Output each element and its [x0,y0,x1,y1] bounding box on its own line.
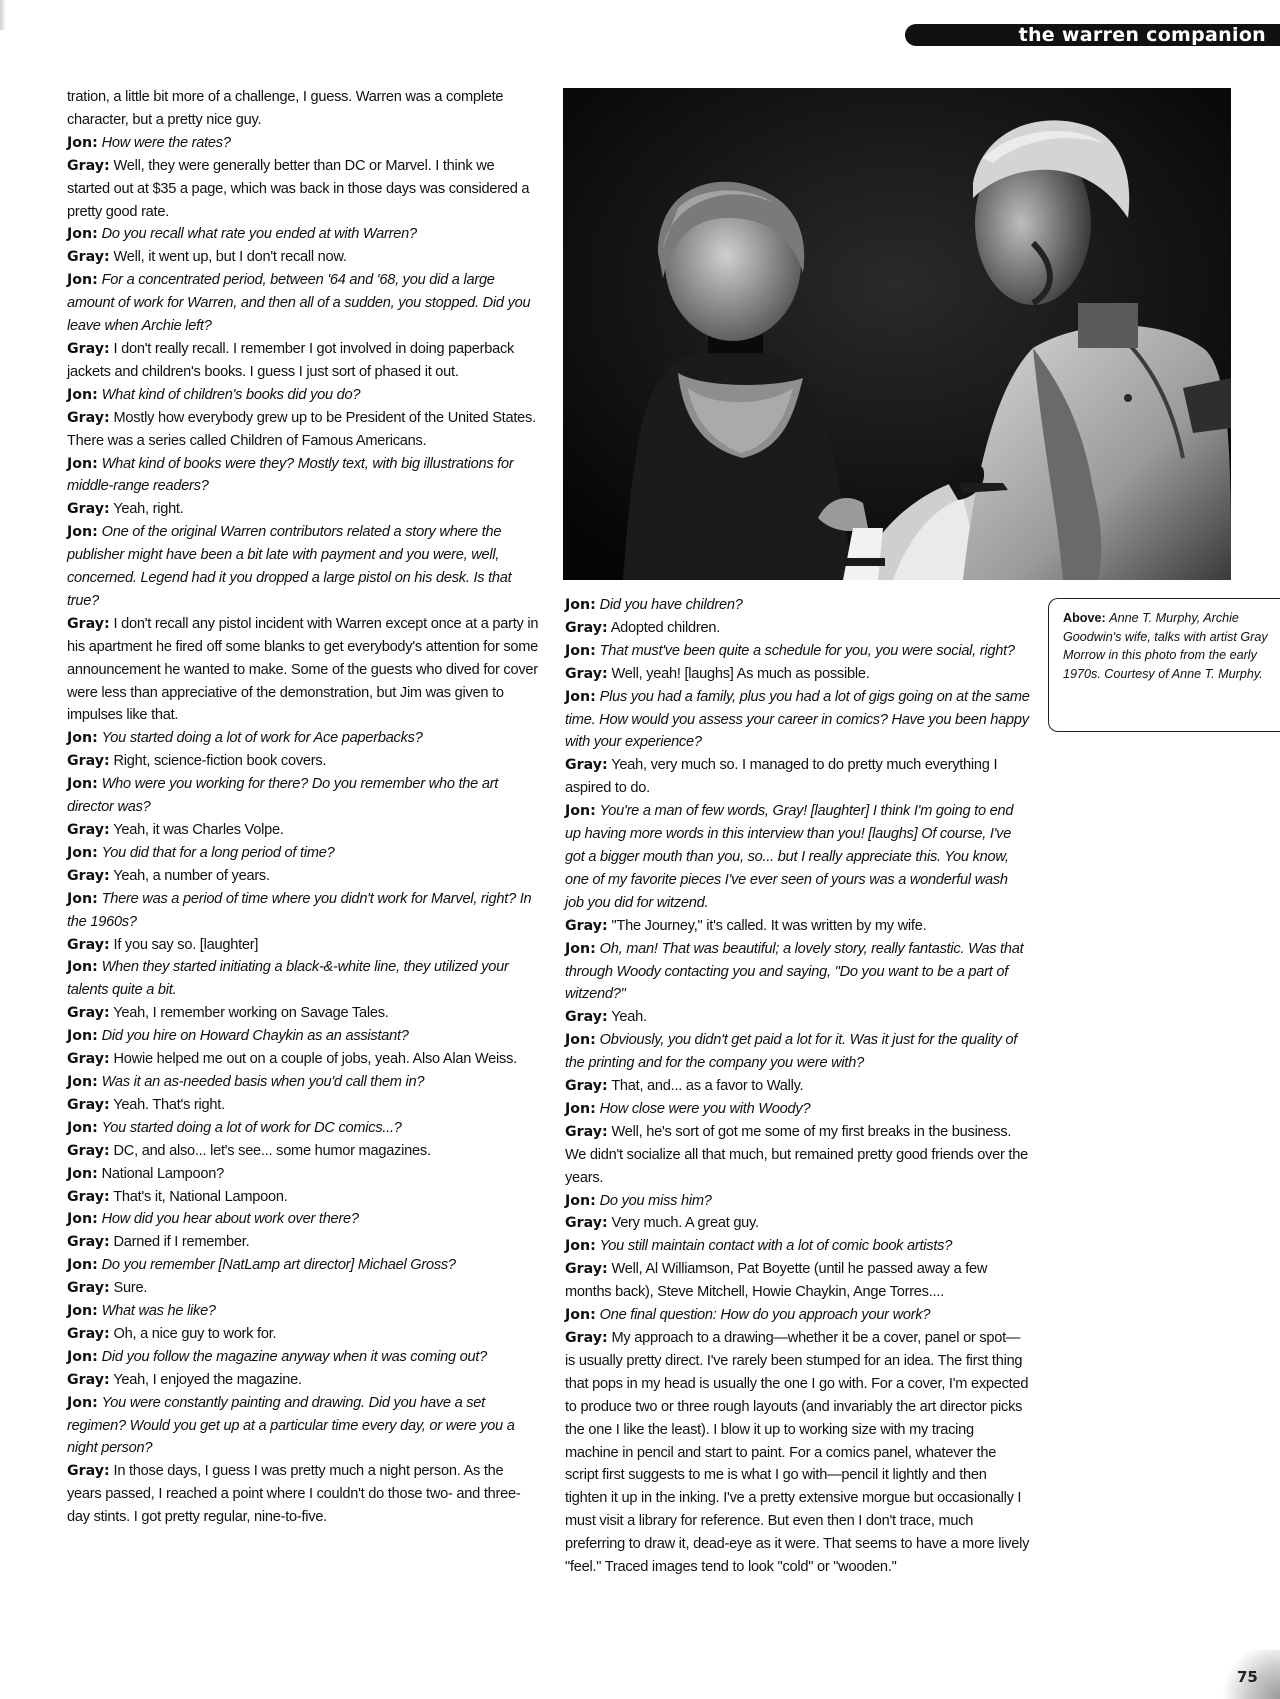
interview-line [67,934,540,957]
interview-line [565,1212,1030,1235]
answer-text: That's it, National Lampoon. [113,1188,288,1205]
speaker-label: Jon: [67,1119,98,1136]
caption-label: Above: [1063,611,1106,625]
speaker-label: Gray: [565,1330,608,1346]
speaker-label: Jon: [565,803,596,820]
interview-line [67,888,540,934]
interview-line [67,453,540,499]
answer-text: Well, he's sort of got me some of my first breaks in the business. We didn't socialize all that much, but remained pretty good friends over the years. [565,1123,1028,1186]
speaker-label: Gray: [565,1123,608,1140]
speaker-label: Jon: [565,940,596,957]
answer-text: Right, science-fiction book covers. [113,753,327,770]
speaker-label: Jon: [67,776,98,793]
question-text: Who were you working for there? Do you remember who the art director was? [67,776,499,816]
answer-text: Well, they were generally better than DC or Marvel. I think we started out at $35 a page, which was back in those days was considered a pretty good rate. [67,157,530,220]
speaker-label: Jon: [67,1394,98,1411]
speaker-label: Jon: [565,642,596,659]
speaker-label: Jon: [67,844,98,861]
answer-text: Yeah, I remember working on Savage Tales. [113,1005,389,1022]
answer-text: My approach to a drawing—whether it be a cover, panel or spot—is usually pretty direct. I've rarely been stumped for an idea. The first thing that pops in my head is usually the one I go with. For a cover, I'm expected to produce two or three rough layouts (and invariably the art director picks the one I like the least). I blow it up to working size with my tracing machine in pencil and start to paint. For a comics panel, whatever the script first suggests to me is what I go with—pencil it lightly and then tighten it up in the inking. I've a pretty extensive morgue but occasionally I must visit a library for reference. But even then I don't trace, much preferring to draw it, dead-eye as it were. That seems to have a more lively "feel." Traced images tend to look "cold" or "wooden." [565,1330,1030,1576]
interview-line [67,246,540,269]
question-text: How close were you with Woody? [599,1100,811,1117]
interview-line [67,1186,540,1209]
answer-text: Yeah, I enjoyed the magazine. [113,1371,302,1388]
header-title: the warren companion [1018,23,1266,46]
speaker-label: Gray: [67,1371,110,1388]
interview-line [565,1029,1030,1075]
speaker-label: Gray: [67,615,110,632]
question-text: How did you hear about work over there? [101,1211,359,1228]
speaker-label: Jon: [565,1307,596,1324]
speaker-label: Jon: [565,1192,596,1209]
caption-text: Anne T. Murphy, Archie Goodwin's wife, talks with artist Gray Morrow in this photo from the early 1970s. Courtesy of Anne T. Murphy. [1063,611,1268,681]
answer-text: That, and... as a favor to Wally. [611,1078,804,1095]
interview-line [67,819,540,842]
speaker-label: Jon: [565,688,596,705]
interview-line [565,594,1030,617]
answer-text: Yeah, right. [113,501,184,518]
interview-line [67,956,540,1002]
interview-line [67,842,540,865]
interview-line [565,800,1030,915]
interview-line [565,938,1030,1007]
speaker-label: Gray: [67,936,110,953]
interview-line [67,1208,540,1231]
speaker-label: Gray: [67,409,110,426]
interview-line [67,132,540,155]
answer-text: Well, it went up, but I don't recall now. [113,249,347,266]
answer-text: In those days, I guess I was pretty much a night person. As the years passed, I reached a point where I couldn't do those two- and three-day stints. I got pretty regular, nine-to-five. [67,1463,521,1526]
question-text: Oh, man! That was beautiful; a lovely story, really fantastic. Was that through Woody contacting you and saying, "Do you want to be a part of witzend?" [565,940,1024,1003]
interview-line [565,686,1030,755]
speaker-label: Gray: [67,1234,110,1251]
answer-text: Howie helped me out on a couple of jobs, yeah. Also Alan Weiss. [113,1051,517,1068]
speaker-label: Gray: [67,1188,110,1205]
page-number: 75 [1237,1668,1258,1686]
question-text: Do you recall what rate you ended at with Warren? [101,226,417,243]
interview-line [67,1300,540,1323]
question-text: When they started initiating a black-&-white line, they utilized your talents quite a bit. [67,959,509,999]
question-text: What was he like? [101,1303,216,1320]
answer-text: tration, a little bit more of a challenge, I guess. Warren was a complete character, but a pretty nice guy. [67,89,504,128]
interview-line [565,1075,1030,1098]
interview-line [565,1258,1030,1304]
question-text: Did you follow the magazine anyway when it was coming out? [101,1348,488,1365]
speaker-label: Gray: [565,619,608,636]
speaker-label: Gray: [565,1261,608,1278]
question-text: Plus you had a family, plus you had a lot of gigs going on at the same time. How would you assess your career in comics? Have you been happy with your experience? [565,688,1030,751]
interview-line [67,613,540,728]
answer-text: "The Journey," it's called. It was written by my wife. [611,917,927,934]
interview-line [565,1235,1030,1258]
question-text: One final question: How do you approach your work? [599,1307,931,1324]
answer-text: Yeah. That's right. [113,1096,225,1113]
speaker-label: Gray: [67,1325,110,1342]
speaker-label: Gray: [67,1096,110,1113]
answer-text: Yeah, a number of years. [113,867,270,884]
speaker-label: Gray: [565,757,608,774]
answer-text: National Lampoon? [101,1165,224,1182]
question-text: There was a period of time where you didn't work for Marvel, right? In the 1960s? [67,890,532,930]
interview-line [565,1098,1030,1121]
answer-text: I don't recall any pistol incident with Warren except once at a party in his apartment he fired off some blanks to get everybody's attention for some announcement he wanted to make. Some of the guests who dived for cover were less than appreciative of the demonstration, but Jim was given to impulses like that. [67,615,539,724]
question-text: That must've been quite a schedule for you, you were social, right? [599,642,1015,659]
speaker-label: Jon: [67,1165,98,1182]
answer-text: Yeah, very much so. I managed to do pretty much everything I aspired to do. [565,757,998,797]
speaker-label: Jon: [67,959,98,976]
interview-line [565,617,1030,640]
interview-line [67,1094,540,1117]
interview-line [565,1304,1030,1327]
question-text: Was it an as-needed basis when you'd call them in? [101,1073,425,1090]
speaker-label: Gray: [565,665,608,682]
interview-line [67,750,540,773]
question-text: What kind of books were they? Mostly text, with big illustrations for middle-range readers? [67,455,514,495]
speaker-label: Gray: [67,501,110,518]
speaker-label: Gray: [67,753,110,770]
interview-line [67,1460,540,1529]
question-text: You did that for a long period of time? [101,844,335,861]
question-text: You started doing a lot of work for Ace paperbacks? [101,730,423,747]
interview-line [67,727,540,750]
interview-line [67,498,540,521]
interview-line [67,86,540,132]
question-text: For a concentrated period, between '64 and '68, you did a large amount of work for Warren, and then all of a sudden, you stopped. Did you leave when Archie left? [67,272,531,335]
speaker-label: Jon: [67,455,98,472]
interview-line [67,1163,540,1186]
interview-line [67,407,540,453]
speaker-label: Gray: [565,1078,608,1095]
question-text: You started doing a lot of work for DC comics...? [101,1119,402,1136]
speaker-label: Gray: [67,822,110,838]
question-text: How were the rates? [101,134,231,151]
speaker-label: Jon: [67,1257,98,1274]
speaker-label: Jon: [565,1238,596,1255]
speaker-label: Jon: [67,890,98,907]
speaker-label: Gray: [67,1142,110,1159]
answer-text: If you say so. [laughter] [113,936,259,953]
photo-anne-murphy-gray-morrow [563,88,1231,580]
question-text: Do you remember [NatLamp art director] Michael Gross? [101,1257,456,1274]
speaker-label: Jon: [67,1073,98,1090]
answer-text: Mostly how everybody grew up to be President of the United States. There was a series called Children of Famous Americans. [67,409,536,449]
interview-line [67,1254,540,1277]
question-text: Obviously, you didn't get paid a lot for it. Was it just for the quality of the printing and for the company you were with? [565,1032,1018,1072]
interview-line [565,663,1030,686]
interview-line [67,1231,540,1254]
interview-line [67,1277,540,1300]
speaker-label: Gray: [67,249,110,266]
answer-text: Sure. [113,1280,148,1297]
interview-column-left [67,86,540,1529]
speaker-label: Jon: [565,1032,596,1049]
speaker-label: Jon: [67,226,98,243]
answer-text: Very much. A great guy. [611,1215,759,1232]
question-text: Did you have children? [599,597,743,613]
speaker-label: Jon: [565,1100,596,1117]
interview-line [565,1121,1030,1190]
interview-line [67,384,540,407]
interview-line [67,521,540,613]
interview-line [565,1006,1030,1029]
question-text: Did you hire on Howard Chaykin as an assistant? [101,1028,409,1045]
speaker-label: Jon: [67,1211,98,1228]
speaker-label: Gray: [67,157,110,174]
interview-line [67,1346,540,1369]
running-header [905,24,1280,46]
answer-text: I don't really recall. I remember I got involved in doing paperback jackets and children's books. I guess I just sort of phased it out. [67,340,515,380]
interview-line [565,754,1030,800]
interview-line [67,338,540,384]
speaker-label: Jon: [67,272,98,289]
interview-line [67,1048,540,1071]
speaker-label: Gray: [67,1463,110,1480]
speaker-label: Gray: [67,1051,110,1068]
speaker-label: Gray: [67,340,110,357]
interview-line [67,865,540,888]
answer-text: Darned if I remember. [113,1234,250,1251]
question-text: One of the original Warren contributors related a story where the publisher might have been a bit late with payment and you were, well, concerned. Legend had it you dropped a large pistol on his desk. Is that true? [67,524,512,609]
interview-line [565,1327,1030,1579]
speaker-label: Jon: [565,597,596,613]
interview-line [67,223,540,246]
speaker-label: Jon: [67,524,98,541]
interview-line [67,1002,540,1025]
interview-line [565,1190,1030,1213]
question-text: What kind of children's books did you do? [101,386,361,403]
interview-line [67,1140,540,1163]
speaker-label: Jon: [67,730,98,747]
speaker-label: Gray: [565,917,608,934]
page-edge-shadow [0,0,6,30]
interview-line [67,1392,540,1461]
answer-text: Oh, a nice guy to work for. [113,1325,277,1342]
interview-line [67,1071,540,1094]
answer-text: Yeah, it was Charles Volpe. [113,822,284,838]
speaker-label: Gray: [565,1009,608,1026]
interview-column-right [565,594,1030,1579]
interview-line [67,1117,540,1140]
speaker-label: Jon: [67,134,98,151]
speaker-label: Gray: [565,1215,608,1232]
question-text: You're a man of few words, Gray! [laughter] I think I'm going to end up having more words in this interview than you! [laughs] Of course, I've got a bigger mouth than you, so... but I really appreciate this. You know, one of my favorite pieces I've ever seen of yours was a wonderful wash job you did for witzend. [565,803,1014,911]
answer-text: Well, yeah! [laughs] As much as possible. [611,665,870,682]
question-text: You still maintain contact with a lot of comic book artists? [599,1238,953,1255]
interview-line [67,1025,540,1048]
speaker-label: Jon: [67,1028,98,1045]
interview-line [67,1369,540,1392]
photo-caption [1048,598,1280,732]
answer-text: Well, Al Williamson, Pat Boyette (until he passed away a few months back), Steve Mitchell, Howie Chaykin, Ange Torres.... [565,1261,988,1301]
speaker-label: Gray: [67,1280,110,1297]
answer-text: Adopted children. [610,619,721,636]
answer-text: DC, and also... let's see... some humor magazines. [113,1142,431,1159]
interview-line [67,773,540,819]
speaker-label: Jon: [67,1303,98,1320]
question-text: Do you miss him? [599,1192,712,1209]
speaker-label: Jon: [67,386,98,403]
speaker-label: Jon: [67,1348,98,1365]
photo-image [563,88,1231,580]
interview-line [67,155,540,224]
interview-line [565,640,1030,663]
question-text: You were constantly painting and drawing. Did you have a set regimen? Would you get up at a particular time every day, or were you a night person? [67,1394,515,1457]
interview-line [67,269,540,338]
interview-line [67,1323,540,1346]
speaker-label: Gray: [67,867,110,884]
speaker-label: Gray: [67,1005,110,1022]
interview-line [565,915,1030,938]
answer-text: Yeah. [611,1009,647,1026]
